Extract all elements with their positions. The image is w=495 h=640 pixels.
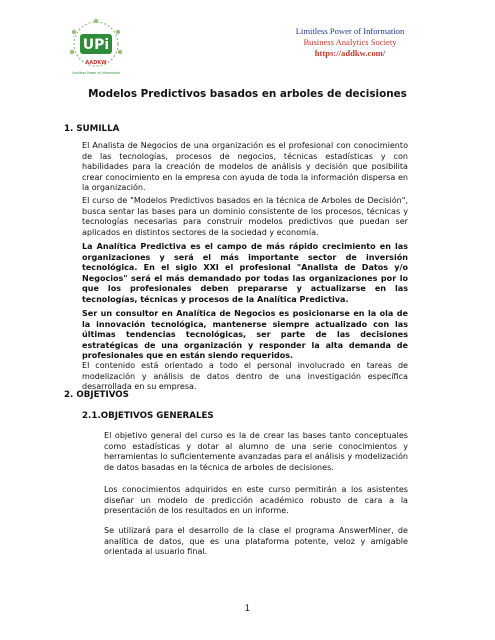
paragraph-bold: Ser un consultor en Analítica de Negocios es posicionarse en la ola de la innovación tecnológica, mantenerse siempre actualizado con las últimas tendencias tecnológicas, ser parte de las decisiones estratégicas de una organización y responder la alta demanda de profesionales que en están siendo requeridos. <box>82 309 408 361</box>
page-number: 1 <box>244 604 251 614</box>
paragraph: El objetivo general del curso es la de crear las bases tanto conceptuales como estadísticas y dotar al alumno de una serie conocimientos y herramientas lo suficientemente avanzadas para el análisis y modelización de datos basadas en la técnica de arboles de decisiones. <box>104 431 408 472</box>
section-heading-sumilla: 1. SUMILLA <box>64 124 120 134</box>
header-line-1: Limitless Power of Information <box>295 26 405 36</box>
society-logo <box>60 14 132 84</box>
paragraph: Los conocimientos adquiridos en este curso permitirán a los asistentes diseñar un modelo de predicción académico robusto de cara a la presentación de los resultados en un informe. <box>104 485 408 516</box>
logo-subtitle: AADKW <box>85 60 107 66</box>
header-line-2: Business Analytics Society <box>303 37 397 47</box>
logo-graphic <box>60 14 132 84</box>
header-url[interactable]: https://addkw.com/ <box>314 48 386 58</box>
logo-text: UPi <box>82 37 110 53</box>
paragraph: El curso de "Modelos Predictivos basados en la técnica de Arboles de Decisión", busca sentar las bases para un dominio consistente de los procesos, técnicas y tecnologías necesarias para construir modelos predictivos que puedan ser aplicados en distintos sectores de la sociedad y economía. <box>82 196 408 237</box>
page-header <box>270 26 430 59</box>
paragraph: Se utilizará para el desarrollo de la clase el programa AnswerMiner, de analítica de datos, que es una plataforma potente, veloz y amigable orientada al usuario final. <box>104 526 408 557</box>
section-heading-objetivos: 2. OBJETIVOS <box>64 390 129 400</box>
paragraph-bold: La Analítica Predictiva es el campo de más rápido crecimiento en las organizaciones y será el más importante sector de inversión tecnológica. En el siglo XXI el profesional "Analista de Datos y/o Negocios" será el más demandado por todas las organizaciones por lo que los profesionales deben prepararse y actualizarse en las tecnologías, técnicas y procesos de la Analítica Predictiva. <box>82 242 408 304</box>
subsection-heading-objetivos-generales: 2.1.OBJETIVOS GENERALES <box>82 411 214 421</box>
logo-caption: Limitless Power of Information <box>71 71 121 75</box>
document-title: Modelos Predictivos basados en arboles de decisiones <box>88 88 407 100</box>
paragraph: El Analista de Negocios de una organización es el profesional con conocimiento de las tecnologías, procesos de negocios, técnicas estadísticas y con habilidades para la creación de modelos de análisis y decisión que posibilita crear conocimiento en la empresa con ayuda de toda la información dispersa en la organización. <box>82 141 408 193</box>
paragraph: El contenido está orientado a todo el personal involucrado en tareas de modelización y análisis de datos dentro de una investigación específica desarrollada en su empresa. <box>82 361 408 392</box>
